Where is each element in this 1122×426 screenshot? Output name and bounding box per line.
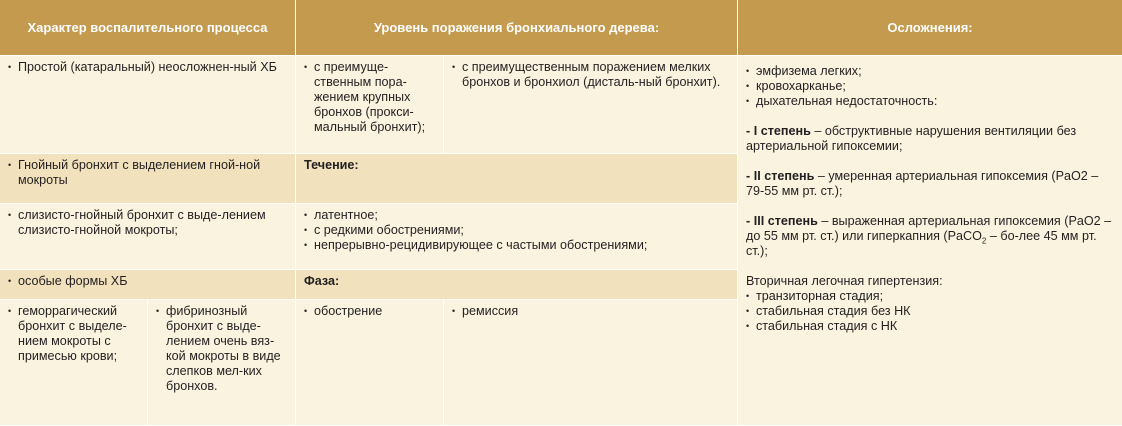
list-item: • фибринозный бронхит с выде-лением очень вяз-кой мокроты в виде слепков мел-ких бронхов. — [156, 304, 287, 394]
degree-3-text-a: – выраженная артериальная гипоксемия (PaO2 – до 55 мм рт. ст.) или гиперкапния (PaCO — [746, 214, 1112, 243]
cell-simple-bronchitis — [0, 56, 296, 154]
list-item: • особые формы ХБ — [8, 274, 287, 289]
header-character — [0, 0, 296, 56]
list-item: • геморрагический бронхит с выделе-нием мокроты с примесью крови; — [8, 304, 139, 364]
list-item: • латентное; — [304, 208, 729, 223]
cell-small-bronchi — [444, 56, 738, 154]
list-item: • эмфизема легких; — [746, 64, 1114, 79]
cell-large-bronchi — [296, 56, 444, 154]
degree-3-label: - III степень — [746, 214, 818, 228]
phase-label: Фаза: — [304, 274, 340, 288]
degree-1 — [746, 124, 1114, 154]
list-item: • кровохарканье; — [746, 79, 1114, 94]
list-item: • дыхательная недостаточность: — [746, 94, 1114, 109]
list-item: • с преимуще-ственным пора-жением крупных бронхов (прокси-мальный бронхит); — [304, 60, 435, 135]
cell-course-items — [296, 204, 738, 270]
header-character-label: Характер воспалительного процесса — [27, 20, 268, 35]
list-item: • транзиторная стадия; — [746, 289, 1114, 304]
cell-phase-label — [296, 270, 738, 300]
cell-hemorrhagic-bronchitis — [0, 300, 148, 426]
header-complications — [738, 0, 1122, 56]
degree-1-text: – обструктивные нарушения вентиляции без артериальной гипоксемии; — [746, 124, 1077, 153]
list-item: • с редкими обострениями; — [304, 223, 729, 238]
degree-1-label: - I степень — [746, 124, 811, 138]
list-item: • слизисто-гнойный бронхит с выде-лением слизисто-гнойной мокроты; — [8, 208, 287, 238]
cell-fibrinous-bronchitis — [148, 300, 296, 426]
list-item: • с преимущественным поражением мелких бронхов и бронхиол (дисталь-ный бронхит). — [452, 60, 729, 90]
cell-course-label — [296, 154, 738, 204]
degree-2-text: – умеренная артериальная гипоксемия (PaO2 – 79-55 мм рт. ст.); — [746, 169, 1099, 198]
cell-phase-exacerbation — [296, 300, 444, 426]
cell-complications — [738, 56, 1122, 426]
list-item: • ремиссия — [452, 304, 729, 319]
degree-3 — [746, 214, 1114, 259]
list-item: • непрерывно-рецидивирующее с частыми обострениями; — [304, 238, 729, 253]
course-label: Течение: — [304, 158, 359, 172]
degree-3-subscript: 2 — [981, 236, 987, 246]
header-complications-label: Осложнения: — [887, 20, 973, 35]
list-item: • стабильная стадия без НК — [746, 304, 1114, 319]
header-level-label: Уровень поражения бронхиального дерева: — [373, 20, 660, 35]
pulmonary-hypertension-title: Вторичная легочная гипертензия: — [746, 274, 943, 288]
cell-phase-remission — [444, 300, 738, 426]
cell-mucopurulent-bronchitis — [0, 204, 296, 270]
list-item: • стабильная стадия с НК — [746, 319, 1114, 334]
list-item: • Гнойный бронхит с выделением гной-ной мокроты — [8, 158, 287, 188]
cell-special-forms — [0, 270, 296, 300]
degree-2 — [746, 169, 1114, 199]
cell-purulent-bronchitis — [0, 154, 296, 204]
list-item: • обострение — [304, 304, 435, 319]
header-level — [296, 0, 738, 56]
degree-2-label: - II степень — [746, 169, 815, 183]
degree-3-text-b: – бо-лее 45 мм рт. ст.); — [746, 229, 1097, 258]
list-item: • Простой (катаральный) неосложнен-ный ХБ — [8, 60, 287, 75]
